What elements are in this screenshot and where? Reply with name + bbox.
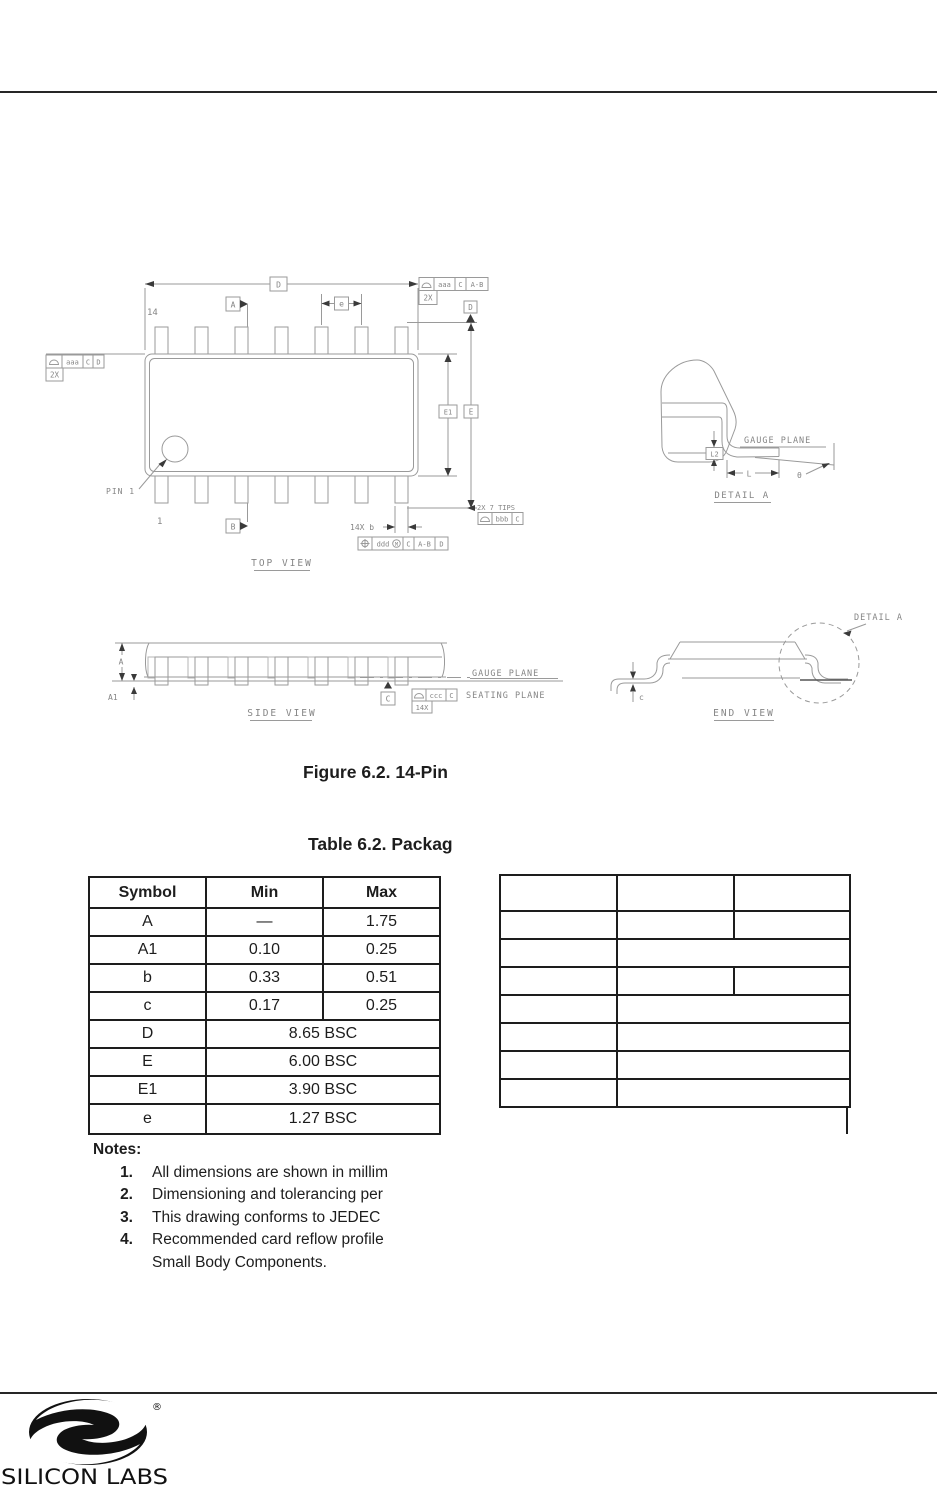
side-view xyxy=(108,643,563,721)
svg-text:C: C xyxy=(385,694,391,704)
table-row: E1 3.90 BSC xyxy=(89,1076,440,1104)
note-text: Dimensioning and tolerancing per xyxy=(152,1186,383,1204)
detail-a-view xyxy=(661,360,834,503)
svg-text:D: D xyxy=(439,540,444,549)
note-item xyxy=(93,1162,513,1184)
footer-rule xyxy=(0,1392,937,1394)
table-row xyxy=(500,911,850,939)
note-number xyxy=(93,1252,135,1274)
empty-cell xyxy=(500,875,617,911)
pin1-callout: PIN 1 xyxy=(106,487,136,496)
dim-a-label: A xyxy=(118,657,124,667)
end-view-title: END VIEW xyxy=(713,708,775,719)
seating-plane-label: SEATING PLANE xyxy=(466,691,546,701)
col-header-symbol: Symbol xyxy=(89,877,206,908)
note-number: 2. xyxy=(120,1186,133,1204)
empty-cell xyxy=(500,939,617,967)
table-row: E 6.00 BSC xyxy=(89,1048,440,1076)
table-caption: Table 6.2. Packag xyxy=(308,834,453,854)
note-text: Small Body Components. xyxy=(152,1253,327,1271)
logo-swirl-icon xyxy=(29,1399,147,1465)
dim-e-label: E xyxy=(468,407,474,417)
svg-text:A: A xyxy=(230,300,236,310)
table-row xyxy=(500,967,850,995)
empty-cell xyxy=(617,911,734,939)
table-row: D 8.65 BSC xyxy=(89,1020,440,1048)
pin-14-number: 14 xyxy=(147,308,158,318)
table-row: c 0.17 0.25 xyxy=(89,992,440,1020)
table-row xyxy=(500,995,850,1023)
note-item xyxy=(93,1229,513,1251)
table-row: b 0.33 0.51 xyxy=(89,964,440,992)
table-border-fragment xyxy=(846,1106,848,1134)
fcf-position xyxy=(358,537,448,550)
top-view xyxy=(46,277,523,571)
registered-mark: ® xyxy=(152,1402,162,1413)
empty-cell xyxy=(734,967,850,995)
dim-l2-label: L2 xyxy=(710,450,719,459)
datum-a xyxy=(226,297,248,327)
svg-text:C: C xyxy=(406,540,411,549)
svg-text:D: D xyxy=(468,303,473,312)
empty-cell xyxy=(617,1079,850,1107)
note-item-continuation xyxy=(93,1252,513,1274)
note-text: This drawing conforms to JEDEC xyxy=(152,1208,381,1226)
svg-text:14X b: 14X b xyxy=(350,523,375,532)
note-item xyxy=(93,1207,513,1229)
table-row: e 1.27 BSC xyxy=(89,1104,440,1134)
pin-1-number: 1 xyxy=(157,517,163,527)
svg-text:2X: 2X xyxy=(49,370,60,380)
col-header-max: Max xyxy=(323,877,440,908)
empty-cell xyxy=(500,1051,617,1079)
side-view-title: SIDE VIEW xyxy=(247,708,317,719)
empty-cell xyxy=(617,967,734,995)
empty-cell xyxy=(617,939,850,967)
notes-title: Notes: xyxy=(93,1141,142,1158)
note-number: 3. xyxy=(120,1208,133,1226)
table-row xyxy=(500,875,850,911)
svg-text:D: D xyxy=(96,358,101,367)
dim-c-label: c xyxy=(639,693,644,702)
brand-wordmark: SILICON LABS xyxy=(1,1465,168,1487)
svg-text:B: B xyxy=(230,522,236,532)
right-table xyxy=(499,874,851,1108)
detail-a-title: DETAIL A xyxy=(714,491,770,501)
svg-text:A-B: A-B xyxy=(470,281,484,289)
dim-theta-label: θ xyxy=(797,471,802,480)
table-row: A1 0.10 0.25 xyxy=(89,936,440,964)
package-body xyxy=(145,354,418,476)
empty-cell xyxy=(500,967,617,995)
dim-a1-label: A1 xyxy=(108,693,118,702)
note-number: 1. xyxy=(120,1164,133,1181)
gauge-plane-label: GAUGE PLANE xyxy=(744,436,812,446)
top-view-title: TOP VIEW xyxy=(251,558,313,569)
svg-text:2X: 2X xyxy=(423,293,433,303)
svg-text:C: C xyxy=(458,281,463,289)
fcf-profile-left xyxy=(46,354,145,381)
table-row xyxy=(500,939,850,967)
svg-text:aaa: aaa xyxy=(66,358,79,367)
svg-text:C: C xyxy=(85,358,91,367)
note-number: 4. xyxy=(120,1231,133,1249)
dim-l-label: L xyxy=(746,469,752,479)
notes-section xyxy=(93,1140,513,1274)
svg-text:2X 7 TIPS: 2X 7 TIPS xyxy=(477,504,515,512)
svg-text:aaa: aaa xyxy=(438,281,451,289)
note-text: Recommended card reflow profile xyxy=(152,1231,384,1249)
empty-cell xyxy=(500,995,617,1023)
pitch-label: e xyxy=(339,299,344,309)
table-row: A — 1.75 xyxy=(89,908,440,936)
end-view xyxy=(611,613,903,721)
svg-text:C: C xyxy=(515,515,520,524)
empty-cell xyxy=(734,911,850,939)
empty-cell xyxy=(500,1023,617,1051)
svg-text:14X: 14X xyxy=(415,704,429,712)
silicon-labs-logo xyxy=(0,1396,210,1487)
empty-cell xyxy=(500,1079,617,1107)
gauge-plane-label: GAUGE PLANE xyxy=(472,669,540,679)
lead-width-dim xyxy=(350,506,422,533)
table-row xyxy=(500,1051,850,1079)
col-header-min: Min xyxy=(206,877,323,908)
empty-cell xyxy=(500,911,617,939)
datum-c xyxy=(381,682,395,706)
note-text: All dimensions are shown in millim xyxy=(152,1164,389,1181)
figure-caption: Figure 6.2. 14-Pin xyxy=(303,762,448,782)
table-header-row xyxy=(89,877,440,908)
datum-b xyxy=(226,503,248,533)
fcf-profile-top xyxy=(419,278,488,305)
package-dimension-table xyxy=(88,876,441,1135)
svg-text:C: C xyxy=(449,692,454,700)
detail-a-callout: DETAIL A xyxy=(854,613,903,623)
empty-cell xyxy=(617,1023,850,1051)
empty-cell xyxy=(734,875,850,911)
dim-d-label: D xyxy=(276,280,281,290)
svg-text:ccc: ccc xyxy=(429,692,443,700)
empty-cell xyxy=(617,995,850,1023)
note-item xyxy=(93,1184,513,1206)
svg-text:ddd: ddd xyxy=(376,540,390,549)
svg-text:bbb: bbb xyxy=(495,515,509,524)
dim-e1-label: E1 xyxy=(443,408,453,417)
table-row xyxy=(500,1023,850,1051)
svg-text:M: M xyxy=(394,542,399,548)
table-row xyxy=(500,1079,850,1107)
empty-cell xyxy=(617,875,734,911)
svg-text:A-B: A-B xyxy=(418,540,431,549)
datum-d xyxy=(464,301,477,323)
empty-cell xyxy=(617,1051,850,1079)
tips-note xyxy=(467,504,523,525)
fcf-profile-seating xyxy=(412,689,457,713)
